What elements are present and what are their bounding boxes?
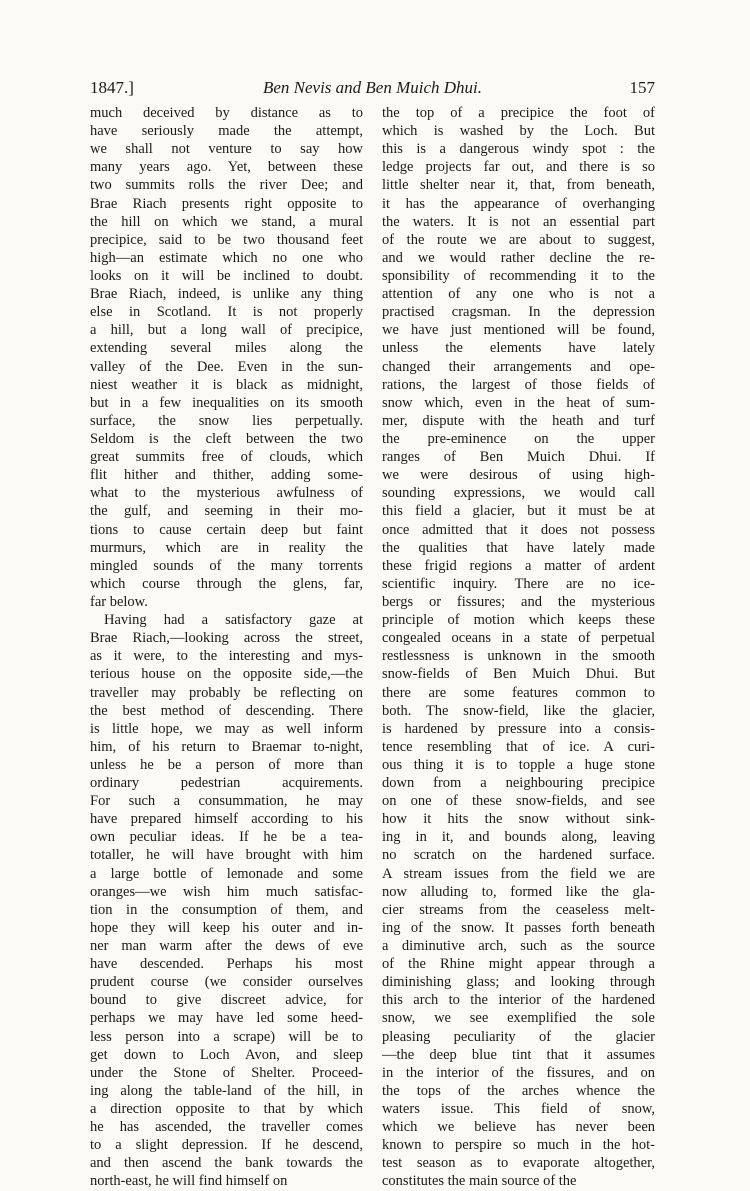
text-line: ing along the table-land of the hill, in [90,1082,363,1099]
text-line: test season as to evaporate altogether, [382,1155,655,1172]
text-line: but in a few inequalities on its smooth [90,394,363,411]
running-header [90,78,655,102]
text-line: the gulf, and seeming in their mo- [90,503,363,520]
text-line: totaller, he will have brought with him [90,847,363,864]
text-line: have seriously made the attempt, [90,123,363,140]
text-line: snow, we see exemplified the sole [382,1010,655,1027]
text-line: unless the elements have lately [382,340,655,357]
text-line: which course through the glens, far, [90,575,363,592]
text-line: principle of motion which keeps these [382,612,655,629]
text-line: get down to Loch Avon, and sleep [90,1046,363,1063]
text-line: these frigid regions a matter of ardent [382,557,655,574]
text-line: is little hope, we may as well inform [90,720,363,737]
text-line: two summits rolls the river Dee; and [90,177,363,194]
text-line: tence resembling that of ice. A curi- [382,738,655,755]
text-line: high—an estimate which no one who [90,249,363,266]
text-line: constitutes the main source of the [382,1173,577,1190]
text-line: little shelter near it, that, from beneath, [382,177,655,194]
text-line: cier streams from the ceaseless melt- [382,901,655,918]
text-line: this is a dangerous windy spot : the [382,141,655,158]
text-line: pleasing peculiarity of the glacier [382,1028,655,1045]
text-line: snow which, even in the heat of sum- [382,394,655,411]
text-line: attention of any one who is not a [382,286,655,303]
text-line: ing in it, and bounds along, leaving [382,829,655,846]
text-line: flit hither and thither, adding some- [90,467,363,484]
text-line: far below. [90,593,148,610]
text-line: have prepared himself according to his [90,811,363,828]
text-line: he has ascended, the traveller comes [90,1119,363,1136]
text-line: valley of the Dee. Even in the sun- [90,358,363,375]
text-line: which is washed by the Loch. But [382,123,655,140]
text-line: a large bottle of lemonade and some [90,865,363,882]
text-line: oranges—we wish him much satisfac- [90,883,363,900]
text-line: traveller may probably be reflecting on [90,684,363,701]
text-line: scientific inquiry. There are no ice- [382,575,655,592]
text-line: ous thing it is to topple a huge stone [382,756,655,773]
text-line: A stream issues from the field we are [382,865,655,882]
text-line: north-east, he will find himself on [90,1173,288,1190]
text-line: bergs or fissures; and the mysterious [382,593,655,610]
text-line: murmurs, which are in reality the [90,539,363,556]
text-line: waters issue. This field of snow, [382,1101,655,1118]
text-line: a hill, but a long wall of precipice, [90,322,363,339]
text-line: rations, the largest of those fields of [382,376,655,393]
text-line: Having had a satisfactory gaze at [104,612,363,629]
text-line: to a slight depression. If he descend, [90,1137,363,1154]
text-line: the tops of the arches whence the [382,1082,655,1099]
text-line: both. The snow-field, like the glacier, [382,702,655,719]
text-line: on one of these snow-fields, and see [382,793,655,810]
text-line: perhaps we may have led some heed- [90,1010,363,1027]
text-line: prudent course (we consider ourselves [90,974,363,991]
text-line: restlessness is unknown in the smooth [382,648,655,665]
text-line: own peculiar ideas. If he be a tea- [90,829,363,846]
text-line: extending several miles along the [90,340,363,357]
text-line: ing of the snow. It passes forth beneath [382,919,655,936]
text-line: great summits free of clouds, which [90,449,363,466]
text-line: which we believe has never been [382,1119,655,1136]
text-line: sounding expressions, we would call [382,485,655,502]
text-line: no scratch on the hardened surface. [382,847,655,864]
text-line: diminishing glass; and looking through [382,974,655,991]
text-line: under the Stone of Shelter. Proceed- [90,1064,363,1081]
text-line: him, of his return to Braemar to-night, [90,738,363,755]
text-line: the top of a precipice the foot of [382,105,655,121]
text-line: there are some features common to [382,684,655,701]
text-line: mingled sounds of the many torrents [90,557,363,574]
page-number: 157 [629,78,655,97]
text-line: changed their arrangements and ope- [382,358,655,375]
text-line: of the route we are about to suggest, [382,231,655,248]
text-line: ner man warm after the dews of eve [90,938,363,955]
text-line: down from a neighbouring precipice [382,775,655,792]
header-year: 1847.] [90,78,134,97]
text-line: Seldom is the cleft between the two [90,430,363,447]
text-line: tions to cause certain deep but faint [90,521,363,538]
text-line: bound to give discreet advice, for [90,992,363,1009]
text-line: unless he be a person of more than [90,756,363,773]
text-line: the pre-eminence on the upper [382,430,655,447]
text-line: congealed oceans in a state of perpetual [382,630,655,647]
text-line: ranges of Ben Muich Dhui. If [382,449,655,466]
text-line: once admitted that it does not possess [382,521,655,538]
text-line: For such a consummation, he may [90,793,363,810]
text-line: snow-fields of Ben Muich Dhui. But [382,666,655,683]
text-line: practised cragsman. In the depression [382,304,655,321]
text-line: and then ascend the bank towards the [90,1155,363,1172]
text-line: terious house on the opposite side,—the [90,666,363,683]
text-line: sponsibility of recommending it to the [382,267,655,284]
text-line: now alluding to, formed like the gla- [382,883,655,900]
text-line: Brae Riach presents right opposite to [90,195,363,212]
text-line: the qualities that have lately made [382,539,655,556]
text-line: of the Rhine might appear through a [382,956,655,973]
left-text-column [90,104,363,1191]
text-line: as it were, to the interesting and mys- [90,648,363,665]
text-line: we have just mentioned will be found, [382,322,655,339]
text-line: it has the appearance of overhanging [382,195,655,212]
text-line: less person into a scrape) will be to [90,1028,363,1045]
text-line: how it hits the snow without sink- [382,811,655,828]
right-text-column [382,104,655,1191]
text-line: have descended. Perhaps his most [90,956,363,973]
text-line: ordinary pedestrian acquirements. [90,775,363,792]
text-line: looks on it will be inclined to doubt. [90,267,363,284]
text-line: Brae Riach, indeed, is unlike any thing [90,286,363,303]
text-line: we were desirous of using high- [382,467,655,484]
text-line: the best method of descending. There [90,702,363,719]
text-line: we shall not venture to say how [90,141,363,158]
text-line: mer, dispute with the heath and turf [382,412,655,429]
text-line: what to the mysterious awfulness of [90,485,363,502]
text-line: surface, the snow lies perpetually. [90,412,363,429]
text-line: this field a glacier, but it must be at [382,503,655,520]
text-line: in the interior of the fissures, and on [382,1064,655,1081]
text-line: Brae Riach,—looking across the street, [90,630,363,647]
text-line: niest weather it is black as midnight, [90,376,363,393]
text-line: tion in the consumption of them, and [90,901,363,918]
text-line: hope they will keep his outer and in- [90,919,363,936]
text-line: precipice, said to be two thousand feet [90,231,363,248]
text-line: this arch to the interior of the hardened [382,992,655,1009]
text-line: —the deep blue tint that it assumes [382,1046,655,1063]
text-line: and we would rather decline the re- [382,249,655,266]
text-line: is hardened by pressure into a consis- [382,720,655,737]
text-line: the waters. It is not an essential part [382,213,655,230]
text-line: ledge projects far out, and there is so [382,159,655,176]
text-line: known to perspire so much in the hot- [382,1137,655,1154]
text-line: many years ago. Yet, between these [90,159,363,176]
text-line: a direction opposite to that by which [90,1101,363,1118]
text-line: the hill on which we stand, a mural [90,213,363,230]
text-line: a diminutive arch, such as the source [382,938,655,955]
text-line: else in Scotland. It is not properly [90,304,363,321]
header-title: Ben Nevis and Ben Muich Dhui. [262,78,483,97]
text-line: much deceived by distance as to [90,105,363,121]
